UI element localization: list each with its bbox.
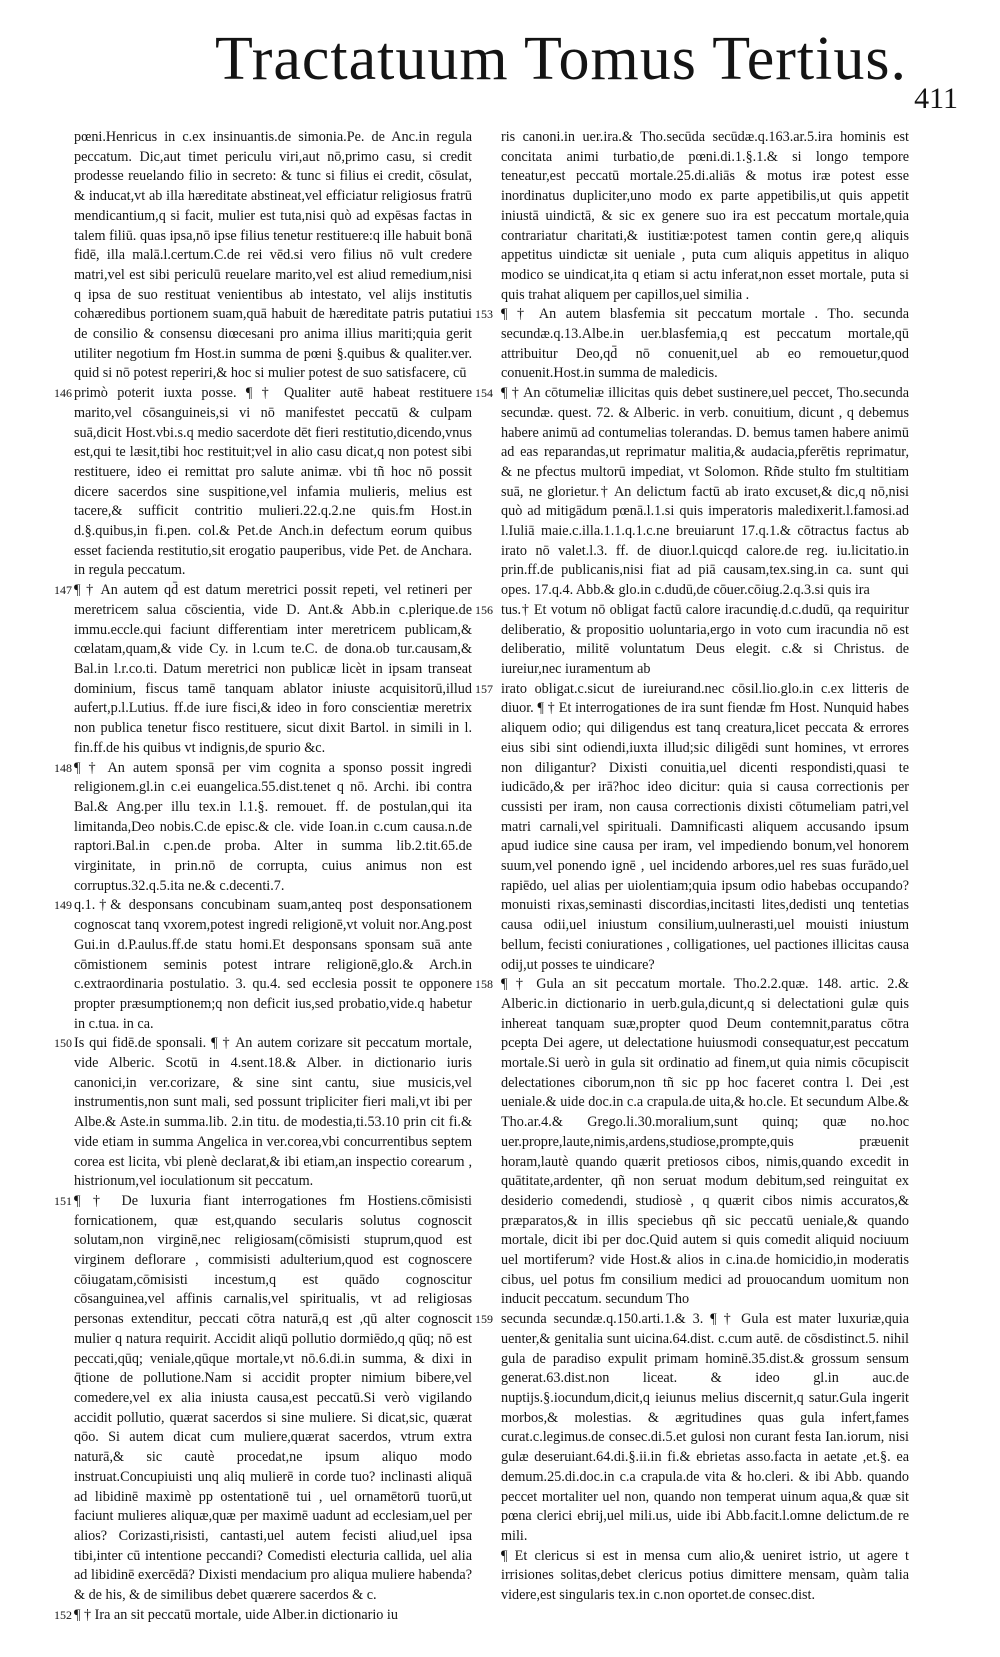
paragraph-text: ¶ † An cōtumeliæ illicitas quis debet sustinere,uel peccet, Tho.secunda secundæ. quest. 72. & Alberic. in verb. conuitium, dicunt , q debemus habere animū ad contumelias tolerandas. D. bemus tamen habere animū ad eas reparandas,ut reprimatur malitia,& audacia,pferētis reprimatur, & ne pfectus multorū impediat, vt Solomon. Rñde stulto fm stultitiam suā, ne glorietur.† An delictum factū ab irato excuset,& dic,q nō,nisi quò ad mitigādum pœnā.l.1.si quis imperatoris maledixerit.l.famosi.ad l.Iuliā maie.c.illa.1.1.q.1.c.ne breuiarunt 17.q.1.& cōtractus factus ab irato nō valet.l.3. ff. de diuor.l.quicqd calore.de reg. iu.licitatio.in prin.ff.de publicanis,nisi fiat ad piā causam,tex.sing.in ca. sunt qui opes. 17.q.4. Abb.& glo.in c.dudū,de cōuer.cōiug.2.q.3.si quis ira: [501, 385, 909, 599]
paragraph: [501, 1547, 909, 1606]
margin-number: 151: [54, 1193, 72, 1208]
paragraph: [475, 601, 909, 680]
margin-number: 147: [54, 583, 72, 598]
margin-number: 153: [475, 307, 493, 322]
paragraph-text: q.1.†& desponsans concubinam suam,anteq post desponsationem cognoscat tanq vxorem,potest ingredi religionē,vt voluit nor.Ang.post Gui.in d.P.aulus.ff.de statu homi.Et desponsans sponsam suā ante cōmistionem seminis potest intrare religionē,glo.& Arch.in c.extraordinaria postulatio. 3. qu.4. sed ecclesia possit te opponere propter præsumptionem;q non deficit ius,sed probatio,vide.q habetur in c.tua. in ca.: [74, 897, 472, 1032]
margin-number: 157: [475, 681, 493, 696]
paragraph: [475, 384, 909, 601]
margin-number: 148: [54, 760, 72, 775]
paragraph-text: ¶ † Gula an sit peccatum mortale. Tho.2.2.quæ. 148. artic. 2.& Alberic.in dictionario in uerb.gula,dicunt,q si delectationi gulæ quis inhereat tanquam suæ,propter quod Deum contemnit,paratus cōtra pcepta Dei agere, ut delectatione huiusmodi consequatur,est peccatum mortale.Si uerò in gula sit ordinatio ad finem,ut quia nimis cōcupiscit delectationes ciborum,non tñ sic pp hoc faceret contra l. Dei ,est ueniale.& uide doc.in c.a crapula.de uita,& ho.cle. Et secundum Albe.& Tho.ar.4.& Grego.li.30.moralium,sunt quinq; quæ no.hoc uer.propre,laute,nimis,ardens,studiose,prompte,quis præuenit horam,lautè quando quærit pretiosos cibos, nimis,quando excedit in quātitate,ardenter, qñ non seruat modum debitum,sed reinguitat ex desiderio comedendi, studiosè , q quærit cibos nimis accuratos,& præparatos,& in illis speciebus qñ sic peccatū ueniale,& quando mortale, dicit ibi per doc.Quid autem si quis comedit aliquid nociuum uel mortiferum? vide Host.& alios in c.ina.de homicidio,in moderatis cibus, uel potus fm consilium medici ad prouocandum uomitum non inducit peccatum. secundum Tho: [501, 976, 909, 1308]
folio-number: 411: [914, 82, 958, 115]
paragraph-text: ¶ † De luxuria fiant interrogationes fm Hostiens.cōmisisti fornicationem, quæ est,quando secularis solutus cognoscit solutam,non virginē,nec religiosam(cōmisisti stuprum,quod est virginem deflorare , commisisti adulterium,quod est cognoscere cōiugatam,cōmisisti incestum,q est quādo cognoscitur cōsanguinea,vel affinis carnalis,vel spiritualis, vt ad religiosas personas extenditur, peccati cōtra naturā,q est ,qū alter cognoscit mulier q natura requirit. Accidit aliqū pollutio dormiēdo,q qūq; nō est peccati,qūq; veniale,qūque mortale,vt nō.6.di.in summa, & dixi in q̄tione de pollutione.Nam si accidit propter nimium bibere,vel comedere,vel ex alia iniusta causa,est peccatū.Si verò vigilando accidit pollutio, quærat sacerdos si sine muliere. Si dicat,sic, quærat qōo. Si autem dicat cum muliere,quærat sacerdos, vtrum extra naturā,& sic cautè procedat,ne ipsum aliquo modo instruat.Concupiuisti unq aliq mulierē in corde tuo? inclinasti aliquā ad libidinē maximè pp ostentationē tui , uel ornamētorū tuorū,ut faciunt mulieres aliquæ,quæ per maximē uadunt ad ecclesiam,uel per alios? Corizasti,risisti, cantasti,uel autem fecisti aliud,uel ipsa tibi,inter cū intentione peccandi? Comedisti electuria callida, uel alia ad libidinē exercēdā? Dixisti mendacium pro aliqua muliere habenda? & de his, & de similibus debet quærere sacerdos & c.: [74, 1192, 472, 1604]
margin-number: 159: [475, 1312, 493, 1327]
paragraph-text: ¶ † An autem sponsā per vim cognita a sponso possit ingredi religionem.gl.in c.ei euangelica.55.dist.tenet q nō. Archi. ibi contra Bal.& Ang.per illu tex.in l.1.§. remouet. ff. de postulan,qui ita limitanda,Deo nobis.C.de episc.& cle. vide Ioan.in c.cum causa.n.de raptori.Bal.in c.pen.de proba. Alter in summa lib.2.tit.65.de virginitate, in prin.nō de corrupta, cuius animus non est corruptus.32.q.5.ita ne.& c.decenti.7.: [74, 759, 472, 894]
paragraph: [501, 128, 909, 305]
margin-number: 150: [54, 1036, 72, 1051]
paragraph: [54, 896, 472, 1034]
paragraph-text: irato obligat.c.sicut de iureiurand.nec cōsil.lio.glo.in c.ex litteris de diuor. ¶ † Et interrogationes de ira sunt fiendæ fm Host. Nunquid habes aliquem odio; qui diligendus est tanq creatura,licet peccata & errores eius sibi sint odiendi,iuxta illud;sic diligēdi sunt homines, vt errores non diligantur? Dixisti conuitia,uel dicenti respondisti,quasi te iudicādo,& per irā?hoc ideo dicitur: quia si causa correctionis per cussisti per iram, non causa correctionis dixisti cōtumeliam patri,vel matri carnali,vel spirituali. Damnificasti aliquem accusando ipsum apud iudice sine causa per iram, vel impediendo bonum,vel honorem suum,vel ponendo ignē , uel incidendo arbores,uel res suas furādo,uel rapiēdo, uel alias per uiolentiam;quia ipsum odio habebas occupando? monuisti rixas,seminasti discordias,incitasti lites,dedisti unq tentetias causa odii,uel iniustum consilium,uulnerasti,uel mouisti iniustum bellum, fecisti coniurationes , colligationes, uel pactiones illicitas causa odij,ut posses te uindicare?: [501, 680, 909, 973]
paragraph: [54, 581, 472, 758]
margin-number: 158: [475, 977, 493, 992]
paragraph: [475, 680, 909, 976]
paragraph: [475, 305, 909, 384]
paragraph: [475, 975, 909, 1310]
paragraph: [54, 1606, 472, 1626]
paragraph: [74, 128, 472, 384]
paragraph-text: pœni.Henricus in c.ex insinuantis.de simonia.Pe. de Anc.in regula peccatum. Dic,aut timet periculu viri,aut nō,primo casu, si credit prodesse reuelando filio in secreto: & tunc si filius ei credit, cōsulat, & inducat,vt ab illa hæreditate abstineat,vel efficiatur religiosus fratrū mendicantium,q si facit, mulier est tuta,nisi quò ad expēsas factas in talem filiū. quas ipsa,nō ipse filius tenetur restituere:q ille habuit bonā fidē, illa malā.l.certum.C.de rei vēd.si vero filius nō vult credere matri,vel est sibi periculū reuelare marito,vel est aliud remedium,nisi q ipsa de suo restituat venientibus ab intestato, vel alijs institutis cohæredibus portionem suam,quā habuit de hæreditate patris putatiui de consilio & consensu diœcesani pro anima illius mariti;quia gerit utiliter negotium fm Host.in summa de pœni §.quibus & qualiter.ver. quid si nō potest reperiri,& hoc si mulier potest de suo satisfacere, cū: [74, 129, 472, 382]
paragraph: [54, 384, 472, 581]
paragraph-text: ¶ † Ira an sit peccatū mortale, uide Alber.in dictionario iu: [74, 1606, 398, 1623]
margin-number: 154: [475, 386, 493, 401]
paragraph: [475, 1310, 909, 1546]
paragraph-text: Is qui fidē.de sponsali. ¶ † An autem corizare sit peccatum mortale, vide Alberic. Scotū in 4.sent.18.& Alber. in dictionario iuris canonici,in ver.corizare, & sine sint cantu, siue musicis,vel instrumentis,non sunt mali, sed possunt tripliciter fieri mali,vt ibi per Albe.& Aste.in summa.lib. 2.in titu. de modestia,ti.53.10 prin cit fi.& vide etiam in summa Angelica in ver.corea,vbi concurrentibus septem corea est licita, vbi plenè declarat,& ibi etiam,an inspectio corearum , histrionum,vel ioculationum sit peccatum.: [74, 1035, 472, 1190]
paragraph-text: secunda secundæ.q.150.arti.1.& 3. ¶ † Gula est mater luxuriæ,quia uenter,& genitalia sunt uicina.64.dist. c.cum autē. de cōsdistinct.5. nihil gula de paradiso expulit primam hominē.35.dist.& grossum sensum generat.63.dist.non liceat. & ideo gl.in auc.de nuptijs.§.iocundum,dicit,q ieiunus melius discernit,q satur.Gula ingerit morbos,& molestias. & ægritudines quas gula infert,fames curat.c.legimus.de consec.di.5.et gulosi non curant festa Ian.iorum, nisi gulæ deseruiant.64.di.§.ii.in fi.& ebrietas asso.facta in aetate ,et.§. ea demum.25.di.doc.in c.a crapula.de vita & ho.cleri. & ibi Abb. quando peccet mortaliter uel non, quando non temperat uinum aqua,& quæ sit pœna clerici ebrij,uel mili.us, uide ibi Abb.facit.l.omne delictum.de re mili.: [501, 1311, 909, 1544]
paragraph-text: ¶ † An autem blasfemia sit peccatum mortale . Tho. secunda secundæ.q.13.Albe.in uer.blasfemia,q est peccatum mortale,qū attribuitur Deo,qd̄ nō conuenit,uel ab eo remouetur,quod conuenit.Host.in summa de maledicis.: [501, 306, 909, 382]
paragraph: [54, 1034, 472, 1192]
margin-number: 156: [475, 602, 493, 617]
paragraph-text: primò poterit iuxta posse. ¶ † Qualiter autē habeat restituere marito,vel cōsanguineis,si vi nō manifestet peccatū & culpam suā,dicit Host.vbi.s.q medio sacerdote dēt fieri restitutio,dicendo,vnus est,qui te læsit,tibi hoc restituit;vel in alio casu dicat,q non potest sibi restituere, ideo ei remittat pro salute animæ. vbi tñ hoc nō possit dicere sacerdos sine suspitione,vel infamia mulieris, melius est tacere,& sufficit contritio mulieri.22.q.2.ne quis.fm Host.in d.§.quibus,in fi.pen. col.& Pet.de Anch.in defectum eorum quibus esset facienda restitutio,sit erogatio pauperibus, vide Pet. de Anchara. in regula peccatum.: [74, 385, 472, 579]
paragraph-text: ¶ Et clericus si est in mensa cum alio,& ueniret istrio, ut agere t irrisiones solitas,debet clericus potius dimittere mensam, quàm talia videre,est singularis tex.in c.non oportet.de consec.dist.: [501, 1547, 909, 1604]
margin-number: 152: [54, 1607, 72, 1622]
paragraph-text: ris canoni.in uer.ira.& Tho.secūda secūdæ.q.163.ar.5.ira hominis est concitata animi turbatio,de pœni.di.1.§.1.& si longo tempore teneatur,est peccatū mortale.25.di.aliās & motus iræ potest esse inordinatus dupliciter,uno modo ex parte appetibilis,ut quis appetit iniustā uindictā, & sic ex genere suo ira est peccatum mortale,quia contrariatur charitati,& iustitiæ:potest tamen contin gere,q aliquis appetitus uindictæ sit ueniale , puta cum aliquis appetitus in aliquo modico se uindicat,ita q etiam si actu inferat,non esset mortale, puta si quis trahat aliquem per capillos,uel similia .: [501, 129, 909, 303]
right-column: [475, 128, 909, 1606]
paragraph-text: tus.† Et votum nō obligat factū calore iracundię.d.c.dudū, qa requiritur deliberatio, & propositio uoluntaria,ergo in voto cum iracundia nō est deliberatio, militē voluntatum Deus elegit. c.& si Christus. de iureiur,nec iuramentum ab: [501, 601, 909, 677]
left-column: [54, 128, 472, 1625]
margin-number: 149: [54, 898, 72, 913]
paragraph-text: ¶ † An autem qd̄ est datum meretrici possit repeti, vel retineri per meretricem salua cōscientia, vide D. Ant.& Abb.in c.plerique.de immu.eccle.qui faciunt differentiam inter meretricem publicam,& cœlatam,quam,& vide Cy. in l.cum te.C. de dona.ob tur.causam,& Bal.in l.r.co.ti. Datum meretrici non publicæ licèt in ipsam transeat dominium, fiscus tamē tanquam ablator iniuste acquisitorū,illud aufert,p.l.Lutius. ff.de iure fisci,& ideo in foro conscientiæ meretrix non publica tenetur fisco restituere, sicut dixit Bartol. in simili in l. fin.ff.de his quibus vt indignis,de spurio &c.: [74, 582, 472, 756]
paragraph: [54, 1192, 472, 1606]
margin-number: 146: [54, 386, 72, 401]
running-title: Tractatuum Tomus Tertius.: [215, 25, 908, 93]
paragraph: [54, 759, 472, 897]
